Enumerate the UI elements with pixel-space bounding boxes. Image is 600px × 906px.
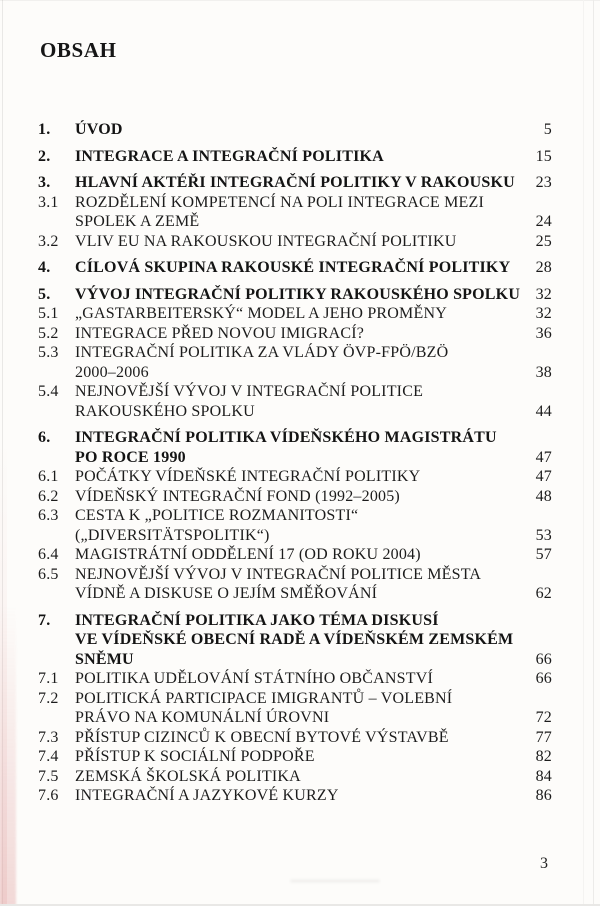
toc-entry-number: 5. [38,285,51,303]
toc-entry-title-line: MAGISTRÁTNÍ ODDĚLENÍ 17 (OD ROKU 2004) [75,546,421,563]
toc-entry-page: 32 [535,305,552,322]
toc-entry [38,786,552,806]
toc-entry-title-line: „GASTARBEITERSKÝ“ MODEL A JEHO PROMĚNY [75,305,447,322]
scan-smudge [290,879,380,883]
toc-entry-title [75,747,522,767]
toc-entry-page: 23 [535,174,552,191]
toc-entry-title-line: ÚVOD [75,121,123,138]
toc-entry-title-line: NEJNOVĚJŠÍ VÝVOJ V INTEGRAČNÍ POLITICE [75,383,424,400]
toc-entry-page: 36 [535,324,552,342]
toc-entry-page: 47 [535,468,552,485]
toc-entry-title [75,767,522,787]
table-of-contents [38,120,552,806]
toc-entry-title [75,689,522,728]
toc-entry-title-line: PŘÍSTUP K SOCIÁLNÍ PODPOŘE [75,748,315,765]
toc-entry-page: 24 [535,213,552,230]
toc-entry-title-line: NEJNOVĚJŠÍ VÝVOJ V INTEGRAČNÍ POLITICE MĚSTA [75,565,482,583]
toc-entry [38,428,552,467]
page-title: OBSAH [40,38,117,62]
toc-entry-title-line: INTEGRAČNÍ POLITIKA VÍDEŇSKÉHO MAGISTRÁTU [75,429,497,446]
toc-entry-number: 5.2 [38,324,59,342]
toc-entry [38,173,552,193]
toc-entry-number: 5.1 [38,305,59,322]
toc-entry [38,506,552,545]
toc-entry-title-line: INTEGRAČNÍ A JAZYKOVÉ KURZY [75,787,339,804]
toc-entry-number: 4. [38,259,51,276]
toc-entry-title [75,120,522,140]
toc-entry-title-line: PŘÍSTUP CIZINCŮ K OBECNÍ BYTOVÉ VÝSTAVBĚ [75,728,449,746]
toc-entry-page: 66 [535,650,552,668]
toc-entry-title-line: ZEMSKÁ ŠKOLSKÁ POLITIKA [75,767,301,785]
toc-entry [38,258,552,278]
toc-entry [38,467,552,487]
toc-entry-title [75,611,522,670]
toc-entry-title [75,728,522,748]
toc-entry-number: 6.4 [38,546,59,563]
toc-entry-title-line: VE VÍDEŇSKÉ OBECNÍ RADĚ A VÍDEŇSKÉM ZEMSKÉM [75,631,514,648]
toc-entry-title-line: 2000–2006 [75,363,149,381]
toc-entry-title-line: PO ROCE 1990 [75,448,186,466]
toc-entry-page: 44 [535,402,552,420]
toc-entry-number: 7.5 [38,767,59,785]
toc-entry-title [75,193,522,232]
toc-entry-title [75,304,522,324]
toc-entry-title [75,669,522,689]
toc-entry-number: 6.5 [38,565,59,583]
toc-entry-title-line: CÍLOVÁ SKUPINA RAKOUSKÉ INTEGRAČNÍ POLITIKY [75,259,511,276]
toc-entry [38,120,552,140]
toc-entry [38,747,552,767]
toc-entry [38,193,552,232]
toc-entry-number: 7.2 [38,689,59,707]
toc-entry-title-line: INTEGRACE PŘED NOVOU IMIGRACÍ? [75,324,365,342]
toc-entry-page: 84 [535,767,552,785]
toc-entry-title-line: SNĚMU [75,650,134,668]
toc-entry-page: 28 [535,259,552,276]
toc-entry-title [75,258,522,278]
toc-entry-page: 38 [535,363,552,381]
toc-entry-title-line: („DIVERSITÄTSPOLITIK“) [75,526,270,544]
toc-entry-number: 5.4 [38,383,59,400]
toc-entry-page: 5 [543,121,552,138]
toc-entry-title [75,428,522,467]
toc-entry [38,565,552,604]
scan-gutter-tint-2 [0,436,7,906]
toc-entry [38,487,552,507]
toc-entry-title [75,232,522,252]
toc-entry-number: 2. [38,147,51,165]
toc-entry [38,689,552,728]
toc-entry-title-line: INTEGRACE A INTEGRAČNÍ POLITIKA [75,147,384,165]
page-number: 3 [540,855,548,872]
toc-entry-number: 7. [38,611,51,629]
toc-entry-title-line: VLIV EU NA RAKOUSKOU INTEGRAČNÍ POLITIKU [75,232,457,250]
toc-entry [38,728,552,748]
toc-entry [38,669,552,689]
toc-entry-number: 6.1 [38,468,59,485]
toc-entry-page: 62 [535,585,552,602]
toc-entry-page: 86 [535,787,552,804]
toc-entry-title [75,786,522,806]
toc-entry-title-line: HLAVNÍ AKTÉŘI INTEGRAČNÍ POLITIKY V RAKOUSKU [75,174,515,191]
toc-entry [38,611,552,670]
toc-entry-page: 57 [535,546,552,563]
toc-entry-title [75,285,522,305]
toc-entry-page: 48 [535,487,552,505]
toc-entry-number: 5.3 [38,344,59,361]
toc-entry-title [75,506,522,545]
toc-entry [38,285,552,305]
toc-entry-number: 6. [38,429,51,446]
toc-entry-title-line: VÍDEŇSKÝ INTEGRAČNÍ FOND (1992–2005) [75,487,400,505]
toc-entry-title [75,545,522,565]
toc-entry-number: 7.4 [38,748,59,765]
toc-entry-number: 7.3 [38,728,59,746]
toc-entry-page: 47 [535,448,552,466]
toc-entry-title [75,565,522,604]
toc-entry-title [75,467,522,487]
toc-entry-title-line: POLITICKÁ PARTICIPACE IMIGRANTŮ – VOLEBNÍ [75,689,453,707]
toc-entry-number: 3.2 [38,232,59,250]
toc-entry [38,545,552,565]
toc-entry-title-line: CESTA K „POLITICE ROZMANITOSTI“ [75,507,359,524]
toc-entry-title-line: INTEGRAČNÍ POLITIKA ZA VLÁDY ÖVP-FPÖ/BZÖ [75,344,449,361]
toc-entry-title-line: PRÁVO NA KOMUNÁLNÍ ÚROVNI [75,709,330,726]
toc-entry-title-line: RAKOUSKÉHO SPOLKU [75,402,255,420]
toc-entry-title-line: POČÁTKY VÍDEŇSKÉ INTEGRAČNÍ POLITIKY [75,468,421,485]
toc-entry-number: 7.6 [38,787,59,804]
toc-entry [38,343,552,382]
toc-entry-title-line: VÝVOJ INTEGRAČNÍ POLITIKY RAKOUSKÉHO SPOLKU [75,285,521,303]
toc-entry [38,232,552,252]
toc-entry-number: 6.2 [38,487,59,505]
toc-entry-page: 15 [535,147,552,165]
toc-entry-number: 1. [38,121,51,138]
toc-entry-number: 6.3 [38,507,59,524]
toc-entry [38,767,552,787]
toc-entry-title-line: VÍDNĚ A DISKUSE O JEJÍM SMĚŘOVÁNÍ [75,585,378,602]
toc-entry-page: 77 [535,728,552,746]
scan-edge-right-line-1 [583,0,584,906]
toc-entry-title [75,324,522,344]
toc-entry-title-line: SPOLEK A ZEMĚ [75,213,200,230]
toc-entry [38,324,552,344]
toc-entry-title-line: ROZDĚLENÍ KOMPETENCÍ NA POLI INTEGRACE MEZI [75,193,485,211]
toc-entry-page: 32 [535,285,552,303]
toc-entry-page: 72 [535,709,552,726]
toc-entry-title [75,382,522,421]
toc-entry-title [75,147,522,167]
toc-entry-page: 53 [535,526,552,544]
toc-entry-title-line: INTEGRAČNÍ POLITIKA JAKO TÉMA DISKUSÍ [75,611,439,629]
toc-entry-number: 3.1 [38,193,59,211]
toc-entry-page: 66 [535,670,552,687]
toc-entry [38,304,552,324]
toc-entry-title [75,173,522,193]
toc-entry [38,147,552,167]
scan-edge-top [0,0,600,1]
toc-entry [38,382,552,421]
scan-edge-right-line-2 [593,0,594,906]
toc-entry-title-line: POLITIKA UDĚLOVÁNÍ STÁTNÍHO OBČANSTVÍ [75,670,434,687]
toc-entry-page: 82 [535,748,552,765]
toc-entry-page: 25 [535,232,552,250]
toc-entry-number: 3. [38,174,51,191]
toc-entry-title [75,343,522,382]
toc-entry-number: 7.1 [38,670,59,687]
toc-entry-title [75,487,522,507]
